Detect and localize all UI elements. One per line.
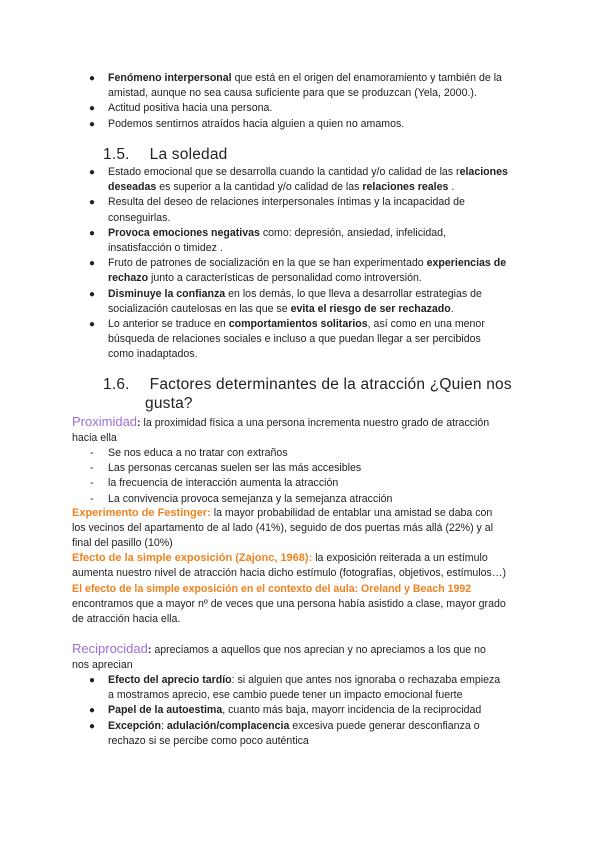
list-item: ● Excepción: adulación/complacencia excesiva puede generar desconfianza o rechazo si se percibe como poco auténtica	[89, 719, 480, 747]
list-item: ● Lo anterior se traduce en comportamientos solitarios, así como en una menor búsqueda de relaciones sociales e incluso a que puedan llegar a ser percibidos como inadaptados.	[89, 318, 485, 361]
list-item: ● Fenómeno interpersonal que está en el origen del enamoramiento y también de la amistad, aunque no sea causa suficiente para que se produzcan (Yela, 2000.).	[89, 72, 502, 100]
list-item: ● Estado emocional que se desarrolla cuando la cantidad y/o calidad de las relaciones deseadas es superior a la cantidad y/o calidad de las relaciones reales .	[89, 166, 508, 194]
reciprocidad-list	[0, 673, 540, 749]
list-item: - Se nos educa a no tratar con extraños	[90, 447, 288, 459]
soledad-bullet-list	[0, 165, 540, 363]
zajonc-label: Efecto de la simple exposición (Zajonc, 1968):	[72, 552, 313, 564]
list-item: - la frecuencia de interacción aumenta la atracción	[90, 477, 339, 490]
festinger-paragraph: Experimento de Festinger: la mayor probabilidad de entablar una amistad se daba con los vecinos del apartamento de al lado (41%), seguido de dos puertas más allá (22%) y al final del pasillo (10%)	[72, 507, 494, 550]
bullet-icon: ●	[89, 118, 96, 130]
proximidad-list	[0, 446, 540, 507]
list-item: ● Actitud positiva hacia una persona.	[0, 101, 540, 116]
bullet-icon: ●	[89, 705, 96, 717]
bullet-icon: ●	[89, 73, 96, 84]
list-item: ● Fruto de patrones de socialización en la que se han experimentado experiencias de rechazo junto a características de personalidad como introversión.	[89, 257, 507, 285]
list-item: - La convivencia provoca semejanza y la semejanza atracción	[90, 492, 393, 505]
aula-label: El efecto de la simple exposición en el contexto del aula: Oreland y Beach 1992	[72, 583, 472, 595]
bullet-icon: ●	[89, 197, 96, 209]
bullet-icon: ●	[89, 319, 96, 331]
aula-paragraph: El efecto de la simple exposición en el contexto del aula: Oreland y Beach 1992 encontramos que a mayor nº de veces que una persona había asistido a clase, mayor grado de atracción hacia ella.	[72, 583, 506, 626]
top-bullet-list	[0, 71, 540, 132]
festinger-label: Experimento de Festinger:	[72, 507, 211, 519]
list-item: - Las personas cercanas suelen ser las más accesibles	[90, 462, 362, 475]
bullet-icon: ●	[89, 167, 96, 178]
reciprocidad-paragraph: Reciprocidad: apreciamos a aquellos que nos aprecian y no apreciamos a los que no nos aprecian	[72, 641, 486, 672]
list-item: ● Podemos sentirnos atraídos hacia alguien a quien no amamos.	[0, 117, 540, 132]
list-item: ● Disminuye la confianza en los demás, lo que lleva a desarrollar estrategias de socialización cautelosas en las que se evita el riesgo de ser rechazado.	[89, 287, 482, 315]
list-item: ● Provoca emociones negativas como: depresión, ansiedad, infelicidad, insatisfacción o timidez .	[89, 226, 447, 255]
zajonc-paragraph: Efecto de la simple exposición (Zajonc, 1968): la exposición reiterada a un estímulo aumenta nuestro nivel de atracción hacia dicho estímulo (fotografías, objetivos, estímulos…)	[72, 552, 506, 580]
section-heading-soledad: 1.5. La soledad	[103, 146, 228, 163]
bullet-icon: ●	[89, 288, 96, 300]
bullet-icon: ●	[89, 258, 96, 270]
proximidad-paragraph: Proximidad: la proximidad física a una persona incrementa nuestro grado de atracción hacia ella	[72, 414, 490, 445]
list-item: ● Papel de la autoestima, cuanto más baja, mayorr incidencia de la reciprocidad	[0, 703, 540, 718]
proximidad-label: Proximidad	[72, 414, 138, 429]
bullet-icon: ●	[89, 103, 96, 115]
bullet-icon: ●	[89, 675, 96, 686]
list-item: ● Resulta del deseo de relaciones interpersonales íntimas y la incapacidad de conseguirlas.	[89, 196, 465, 224]
section-heading-factores: 1.6. Factores determinantes de la atracción ¿Quien nos gusta?	[103, 376, 512, 412]
reciprocidad-label: Reciprocidad	[72, 641, 148, 656]
bullet-icon: ●	[89, 720, 96, 732]
bullet-icon: ●	[89, 227, 96, 239]
list-item: ● Efecto del aprecio tardío: si alguien que antes nos ignoraba o rechazaba empieza a mostramos aprecio, ese cambio puede tener un impacto emocional fuerte	[89, 674, 501, 702]
